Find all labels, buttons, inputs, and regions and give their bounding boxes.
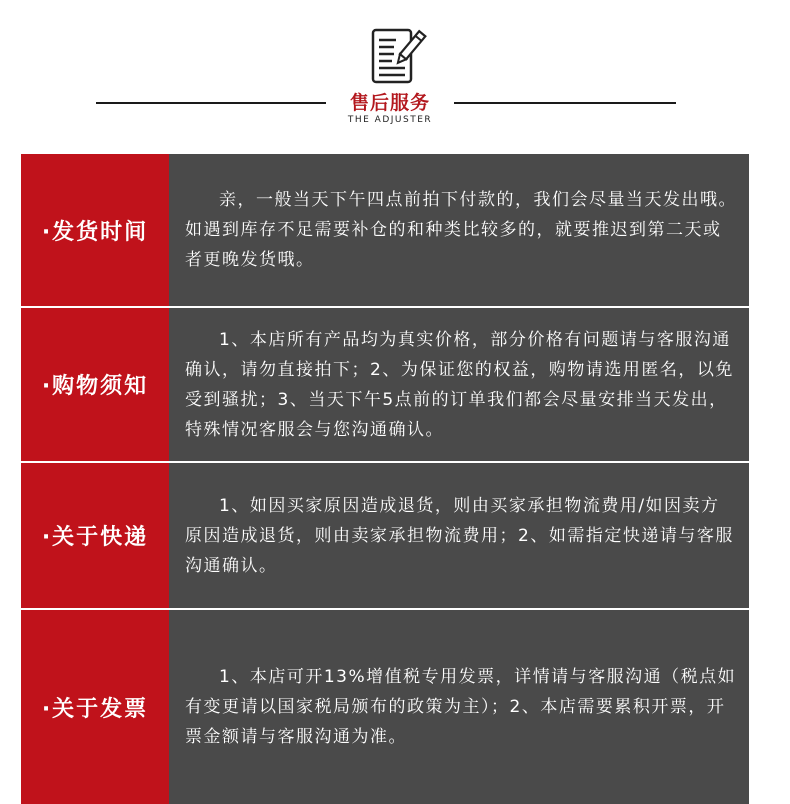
section-label: ·关于发票: [21, 610, 169, 804]
header-divider-right: [454, 102, 676, 104]
header-divider-left: [96, 102, 326, 104]
section-shopping-notice: [21, 308, 749, 463]
document-pen-icon: [370, 28, 428, 88]
section-text: [169, 154, 749, 306]
section-text: [169, 463, 749, 608]
section-text-content: 亲，一般当天下午四点前拍下付款的，我们会尽量当天发出哦。如遇到库存不足需要补仓的和种类比较多的，就要推迟到第二天或者更晚发货哦。: [185, 190, 737, 270]
section-label: ·关于快递: [21, 463, 169, 608]
section-shipping-time: [21, 154, 749, 308]
header: [0, 0, 790, 154]
section-express: [21, 463, 749, 610]
section-label: ·购物须知: [21, 308, 169, 461]
section-text: [169, 308, 749, 461]
page-title: 售后服务: [349, 92, 430, 114]
section-invoice: [21, 610, 749, 804]
section-text-content: 1、如因买家原因造成退货，则由买家承担物流费用/如因卖方原因造成退货，则由卖家承担物流费用；2、如需指定快递请与客服沟通确认。: [185, 495, 734, 576]
section-text-content: 1、本店可开13%增值税专用发票，详情请与客服沟通（税点如有变更请以国家税局颁布的政策为主）；2、本店需要累积开票，开票金额请与客服沟通为准。: [185, 667, 737, 747]
section-text: [169, 610, 749, 804]
service-sections: [21, 154, 749, 804]
section-label: ·发货时间: [21, 154, 169, 306]
page-subtitle: THE ADJUSTER: [347, 115, 433, 125]
section-text-content: 1、本店所有产品均为真实价格，部分价格有问题请与客服沟通确认，请勿直接拍下；2、为保证您的权益，购物请选用匿名，以免受到骚扰；3、当天下午5点前的订单我们都会尽量安排当天发出，特殊情况客服会与您沟通确认。: [185, 329, 734, 440]
